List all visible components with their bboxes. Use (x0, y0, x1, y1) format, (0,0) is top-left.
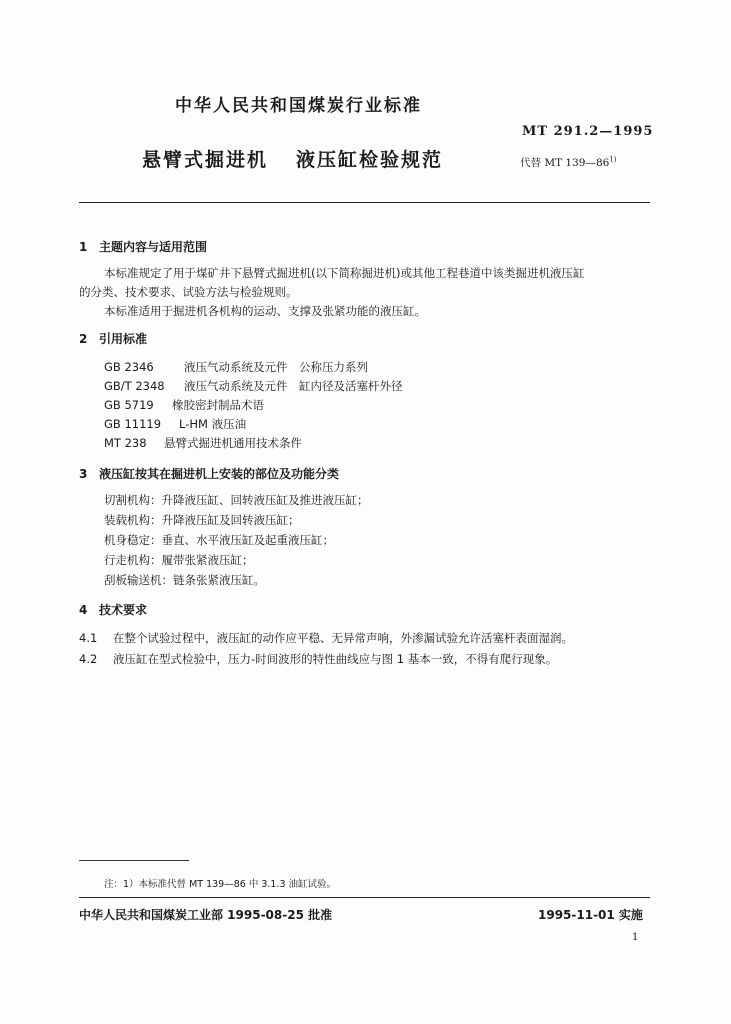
reference-name: 橡胶密封制品术语 (172, 398, 264, 412)
classification-item: 装载机构：升降液压缸及回转液压缸； (104, 513, 300, 527)
reference-item (104, 378, 403, 394)
clause-4-2 (79, 650, 557, 668)
reference-item (104, 435, 302, 451)
section-number: 4 (79, 603, 88, 617)
implementation-date: 1995-11-01 实施 (538, 908, 643, 922)
title-part-2: 液压缸检验规范 (296, 149, 444, 171)
reference-code: MT 238 (104, 436, 147, 450)
section-2-heading (79, 330, 147, 347)
section-1-para-1-line-2: 的分类、技术要求、试验方法与检验规则。 (79, 285, 298, 299)
section-4-heading (79, 601, 147, 618)
clause-number: 4.2 (79, 652, 98, 666)
classification-item: 切割机构：升降液压缸、回转液压缸及推进液压缸； (104, 493, 369, 507)
section-title: 引用标准 (99, 332, 148, 346)
section-title: 主题内容与适用范围 (99, 240, 208, 254)
section-title: 技术要求 (99, 603, 148, 617)
footnote-divider (79, 860, 189, 861)
classification-item: 机身稳定：垂直、水平液压缸及起重液压缸； (104, 533, 334, 547)
replaces-standard (520, 155, 617, 170)
section-title: 液压缸按其在掘进机上安装的部位及功能分类 (99, 467, 340, 481)
clause-number: 4.1 (79, 631, 98, 645)
section-number: 3 (79, 467, 88, 481)
document-title (142, 145, 443, 172)
reference-name: 液压气动系统及元件 公称压力系列 (184, 360, 368, 374)
reference-item (104, 416, 246, 432)
reference-code: GB/T 2348 (104, 379, 165, 393)
reference-item (104, 397, 264, 413)
footer-divider (79, 897, 650, 898)
replaces-text: 代替 MT 139—86 (520, 157, 610, 169)
section-1-para-2: 本标准适用于掘进机各机构的运动、支撑及张紧功能的液压缸。 (104, 304, 426, 318)
clause-text: 液压缸在型式检验中，压力-时间波形的特性曲线应与图 1 基本一致，不得有爬行现象。 (113, 652, 558, 666)
clause-4-1 (79, 629, 573, 647)
section-1-heading (79, 238, 207, 255)
reference-code: GB 11119 (104, 417, 162, 431)
replaces-footnote-mark: 1) (609, 155, 617, 164)
section-1-para-1-line-1: 本标准规定了用于煤矿井下悬臂式掘进机(以下简称掘进机)或其他工程巷道中该类掘进机液压缸 (104, 266, 585, 280)
classification-item: 刮板输送机：链条张紧液压缸。 (104, 573, 265, 587)
reference-name: 液压气动系统及元件 缸内径及活塞杆外径 (184, 379, 403, 393)
title-part-1: 悬臂式掘进机 (142, 149, 269, 171)
reference-name: L-HM 液压油 (179, 417, 247, 431)
header-divider (79, 202, 650, 203)
reference-code: GB 2346 (104, 360, 154, 374)
approval-date: 中华人民共和国煤炭工业部 1995-08-25 批准 (79, 908, 333, 922)
section-number: 2 (79, 332, 88, 346)
page-number: 1 (632, 932, 639, 943)
clause-text: 在整个试验过程中，液压缸的动作应平稳、无异常声响，外渗漏试验允许活塞杆表面湿润。 (113, 631, 573, 645)
footnote: 注：1）本标准代替 MT 139—86 中 3.1.3 油缸试验。 (104, 879, 337, 890)
standard-number: MT 291.2—1995 (522, 124, 654, 139)
section-3-heading (79, 465, 339, 482)
reference-item (104, 359, 368, 375)
reference-name: 悬臂式掘进机通用技术条件 (164, 436, 302, 450)
section-number: 1 (79, 240, 88, 254)
industry-standard-heading: 中华人民共和国煤炭行业标准 (175, 96, 422, 116)
classification-item: 行走机构：履带张紧液压缸； (104, 553, 254, 567)
reference-code: GB 5719 (104, 398, 154, 412)
